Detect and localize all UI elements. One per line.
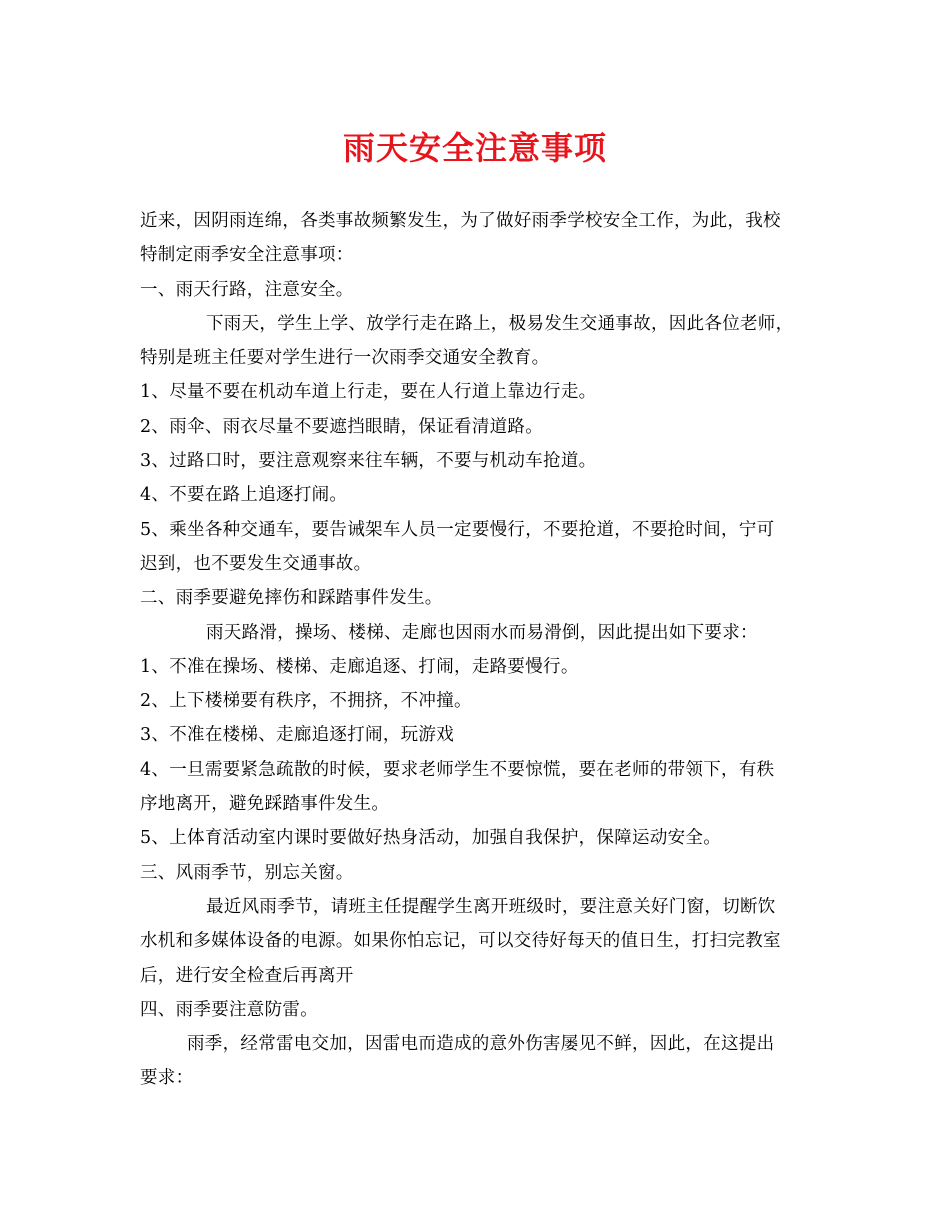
list-item: 3、过路口时，要注意观察来往车辆，不要与机动车抢道。 (140, 451, 597, 472)
paragraph-line: 近来，因阴雨连绵，各类事故频繁发生，为了做好雨季学校安全工作，为此，我校 (140, 211, 781, 231)
paragraph-line: 要求： (140, 1068, 194, 1089)
paragraph-line: 下雨天，学生上学、放学行走在路上，极易发生交通事故，因此各位老师， (206, 313, 794, 334)
list-item: 5、乘坐各种交通车，要告诫架车人员一定要慢行，不要抢道，不要抢时间，宁可 (140, 519, 775, 540)
paragraph-line: 最近风雨季节，请班主任提醒学生离开班级时，要注意关好门窗，切断饮 (206, 896, 776, 917)
document-title: 雨天安全注意事项 (342, 129, 607, 167)
paragraph-line: 水机和多媒体设备的电源。如果你怕忘记，可以交待好每天的值日生，打扫完教室 (140, 931, 781, 952)
list-item: 1、尽量不要在机动车道上行走，要在人行道上靠边行走。 (140, 382, 597, 403)
list-item: 3、不准在楼梯、走廊追逐打闹，玩游戏 (140, 725, 455, 746)
list-item-continued: 迟到，也不要发生交通事故。 (140, 553, 372, 574)
paragraph-line: 特制定雨季安全注意事项： (140, 245, 354, 266)
paragraph-line: 雨季，经常雷电交加，因雷电而造成的意外伤害屡见不鲜，因此，在这提出 (187, 1034, 775, 1055)
section-heading: 三、风雨季节，别忘关窗。 (140, 862, 354, 883)
paragraph-line: 特别是班主任要对学生进行一次雨季交通安全教育。 (140, 348, 550, 369)
document-body (140, 204, 830, 1096)
section-heading: 二、雨季要避免摔伤和踩踏事件发生。 (140, 588, 443, 609)
list-item: 4、一旦需要紧急疏散的时候，要求老师学生不要惊慌，要在老师的带领下，有秩 (140, 759, 775, 780)
section-heading: 一、雨天行路，注意安全。 (140, 279, 354, 300)
list-item: 1、不准在操场、楼梯、走廊追逐、打闹，走路要慢行。 (140, 656, 579, 677)
list-item: 4、不要在路上追逐打闹。 (140, 485, 348, 506)
list-item: 5、上体育活动室内课时要做好热身活动，加强自我保护，保障运动安全。 (140, 828, 722, 849)
list-item: 2、雨伞、雨衣尽量不要遮挡眼睛，保证看清道路。 (140, 416, 544, 437)
paragraph-line: 雨天路滑，操场、楼梯、走廊也因雨水而易滑倒，因此提出如下要求： (206, 622, 758, 643)
paragraph-line: 后，进行安全检查后再离开 (140, 965, 354, 986)
section-heading: 四、雨季要注意防雷。 (140, 999, 318, 1020)
list-item: 2、上下楼梯要有秩序，不拥挤，不冲撞。 (140, 691, 472, 712)
list-item-continued: 序地离开，避免踩踏事件发生。 (140, 794, 390, 815)
